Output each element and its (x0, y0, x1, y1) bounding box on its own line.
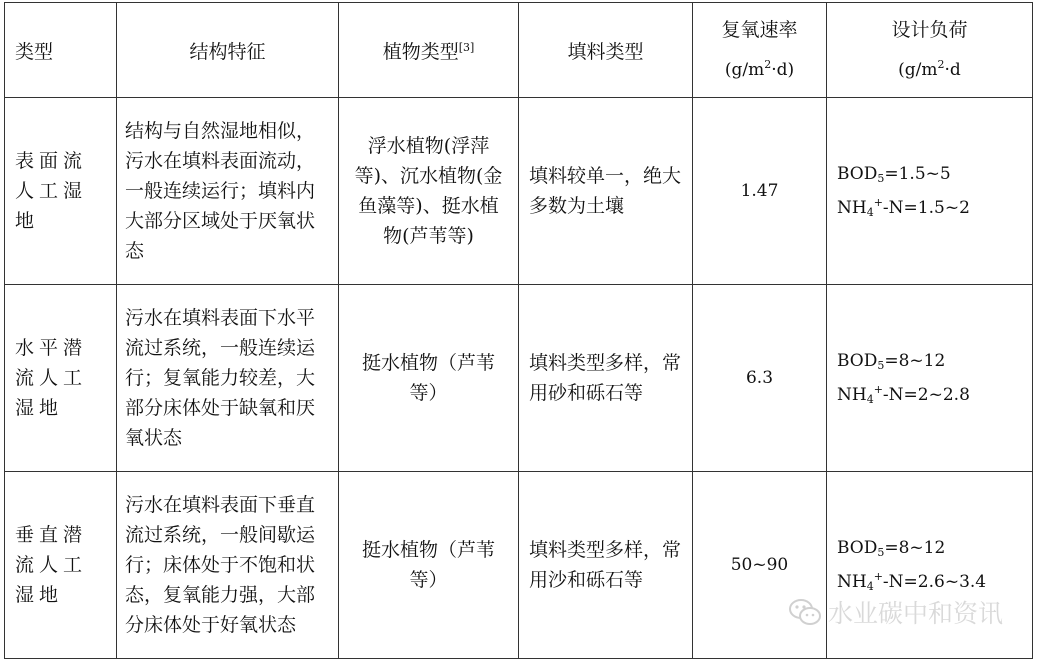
wechat-icon (788, 597, 822, 627)
header-reox-rate (693, 3, 827, 98)
cell-reox-rate: 50~90 (693, 472, 827, 659)
load-nh4: $NH_4^+-N=1.5\sim 2$ (837, 196, 970, 219)
table-row (5, 472, 1033, 659)
wetland-comparison-table (4, 2, 1033, 659)
cell-design-load (827, 98, 1033, 285)
table-row (5, 285, 1033, 472)
header-plants-label: 植物类型 (382, 40, 459, 63)
cell-type: 表面流人工湿地 (5, 98, 117, 285)
header-design-load (827, 3, 1033, 98)
cell-plants: 浮水植物(浮萍等)、沉水植物(金鱼藻等)、挺水植物(芦苇等) (339, 98, 519, 285)
cell-design-load (827, 285, 1033, 472)
load-bod: $BOD_5=8\sim 12$ (837, 538, 946, 559)
cell-structure: 结构与自然湿地相似，污水在填料表面流动，一般连续运行；填料内大部分区域处于厌氧状态 (117, 98, 339, 285)
header-plants-ref: [3] (458, 40, 475, 54)
load-nh4: $NH_4^+-N=2.6\sim 3.4$ (837, 570, 987, 593)
load-nh4: $NH_4^+-N=2\sim 2.8$ (837, 383, 970, 406)
header-load-label: 设计负荷 (891, 19, 968, 41)
cell-type: 水平潜流人工湿地 (5, 285, 117, 472)
watermark (788, 594, 1003, 630)
cell-fill: 填料类型多样，常用沙和砾石等 (519, 472, 693, 659)
header-row (5, 3, 1033, 98)
cell-fill: 填料较单一，绝大多数为土壤 (519, 98, 693, 285)
load-bod: $BOD_5=1.5\sim 5$ (837, 164, 951, 185)
cell-structure: 污水在填料表面下垂直流过系统，一般间歇运行；床体处于不饱和状态，复氧能力强，大部分床体处于好氧状态 (117, 472, 339, 659)
watermark-text: 水业碳中和资讯 (828, 599, 1004, 628)
header-plants (339, 3, 519, 98)
cell-reox-rate: 6.3 (693, 285, 827, 472)
header-structure: 结构特征 (117, 3, 339, 98)
header-reox-label: 复氧速率 (721, 19, 798, 41)
table-row (5, 98, 1033, 285)
cell-reox-rate: 1.47 (693, 98, 827, 285)
cell-design-load (827, 472, 1033, 659)
header-load-unit: ($g/m^2\cdot d$ (898, 58, 961, 80)
header-reox-unit: $(g/m^2\cdot d)$ (724, 58, 795, 80)
cell-structure: 污水在填料表面下水平流过系统，一般连续运行；复氧能力较差，大部分床体处于缺氧和厌氧状态 (117, 285, 339, 472)
cell-plants: 挺水植物（芦苇等） (339, 285, 519, 472)
cell-plants: 挺水植物（芦苇等） (339, 472, 519, 659)
cell-type: 垂直潜流人工湿地 (5, 472, 117, 659)
header-type: 类型 (5, 3, 117, 98)
load-bod: $BOD_5=8\sim 12$ (837, 351, 946, 372)
header-fill: 填料类型 (519, 3, 693, 98)
cell-fill: 填料类型多样，常用砂和砾石等 (519, 285, 693, 472)
